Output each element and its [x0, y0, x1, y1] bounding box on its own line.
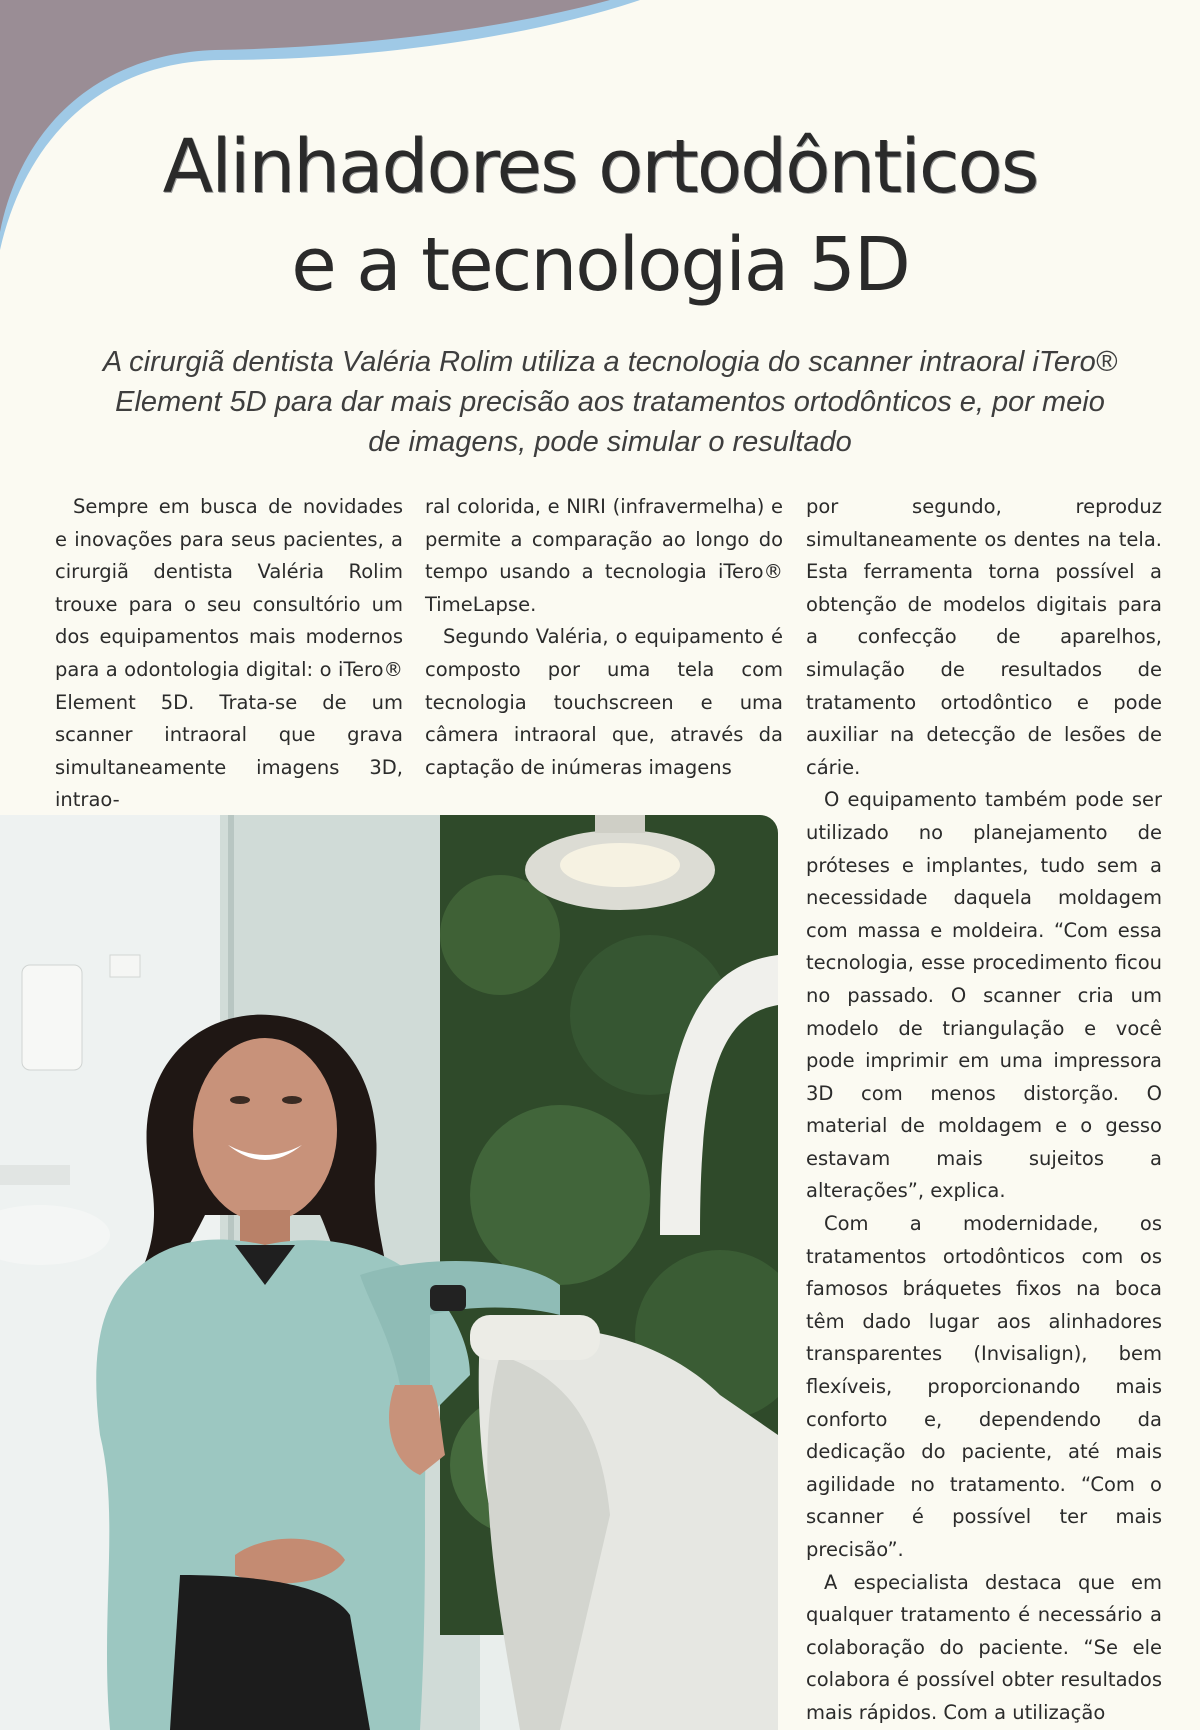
- text-column-3: [806, 491, 1162, 1730]
- article-subtitle: A cirurgiã dentista Valéria Rolim utiliza a tecnologia do scanner intraoral iTero® Element 5D para dar mais precisão aos tratamentos ortodônticos e, por meio de imagens, pode simular o resultado: [102, 346, 1118, 458]
- text-column-2: [425, 491, 783, 784]
- title-line-2: e a tecnologia 5D: [291, 222, 909, 308]
- paragraph: O equipamento também pode ser utilizado no planejamento de próteses e implantes, tudo sem a necessidade daquela moldagem com massa e moldeira. “Com essa tecnologia, esse procedimento ficou no passado. O scanner cria um modelo de triangulação e você pode imprimir em uma impressora 3D com menos distorção. O material de moldagem e o gesso estavam mais sujeitos a alterações”, explica.: [806, 788, 1162, 1203]
- paragraph: Com a modernidade, os tratamentos ortodônticos com os famosos bráquetes fixos na boca têm dado lugar aos alinhadores transparentes (Invisalign), bem flexíveis, proporcionando mais conforto e, dependendo da dedicação do paciente, até mais agilidade no tratamento. “Com o scanner é possível ter mais precisão”.: [806, 1212, 1162, 1561]
- text-column-1: [55, 491, 403, 817]
- dentist-portrait-photo: [0, 815, 778, 1730]
- article-title: [0, 118, 1200, 314]
- paragraph: ral colorida, e NIRI (infravermelha) e permite a comparação ao longo do tempo usando a tecnologia iTero® TimeLapse.: [425, 495, 783, 616]
- paragraph: Segundo Valéria, o equipamento é composto por uma tela com tecnologia touchscreen e uma câmera intraoral que, através da captação de inúmeras imagens: [425, 625, 783, 779]
- paragraph: Sempre em busca de novidades e inovações para seus pacientes, a cirurgiã dentista Valéria Rolim trouxe para o seu consultório um dos equipamentos mais modernos para a odontologia digital: o iTero® Element 5D. Trata-se de um scanner intraoral que grava simultaneamente imagens 3D, intrao-: [55, 495, 403, 812]
- paragraph: por segundo, reproduz simultaneamente os dentes na tela. Esta ferramenta torna possível a obtenção de modelos digitais para a confecção de aparelhos, simulação de resultados de tratamento ortodôntico e pode auxiliar na detecção de lesões de cárie.: [806, 495, 1162, 779]
- paragraph: A especialista destaca que em qualquer tratamento é necessário a colaboração do paciente. “Se ele colabora é possível obter resultados mais rápidos. Com a utilização: [806, 1570, 1162, 1724]
- title-line-1: Alinhadores ortodônticos: [162, 124, 1038, 210]
